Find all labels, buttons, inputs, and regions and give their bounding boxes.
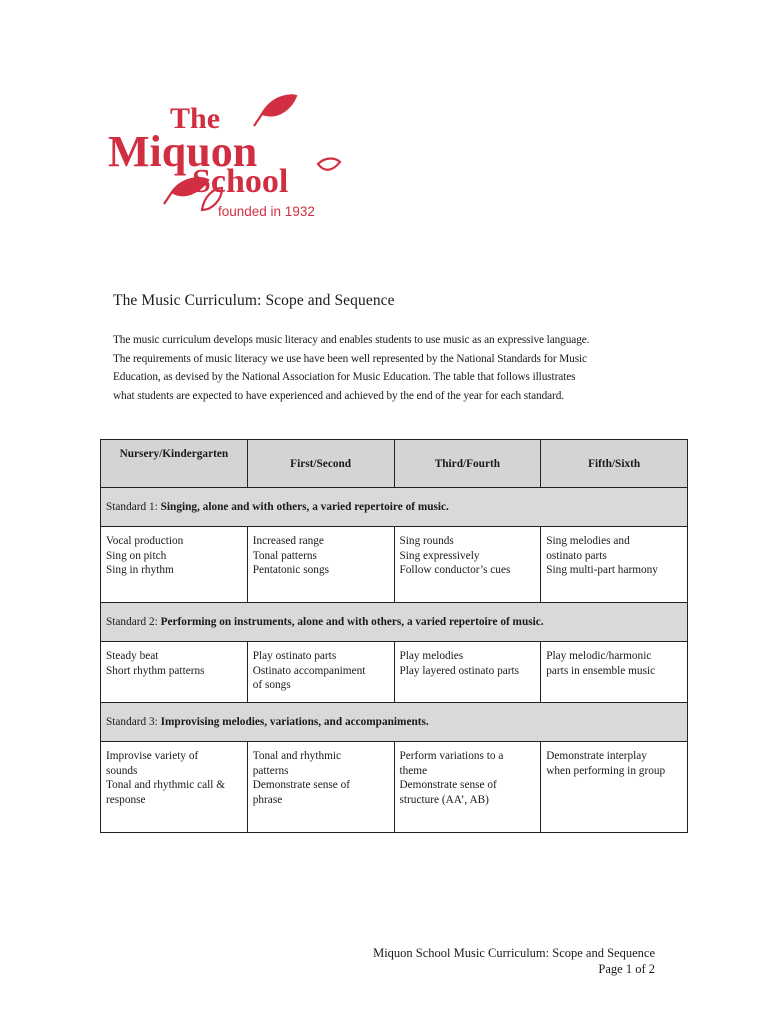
skill-item: Play ostinato parts bbox=[252, 650, 337, 662]
standard-label: Standard 1: bbox=[106, 501, 158, 513]
logo-miquon: Miquon bbox=[108, 127, 258, 176]
standard-title: Performing on instruments, alone and with others, a varied repertoire of music. bbox=[160, 616, 544, 628]
skills-row bbox=[101, 742, 688, 833]
skill-item: Increased range bbox=[252, 535, 324, 547]
skill-item: Sing multi-part harmony bbox=[546, 564, 658, 577]
skill-item: Demonstrate sense of bbox=[252, 779, 350, 792]
skill-item: Vocal production bbox=[106, 535, 184, 547]
skills-cell bbox=[247, 527, 394, 603]
header-row bbox=[101, 440, 688, 488]
skill-item: phrase bbox=[252, 793, 283, 806]
skill-item: Demonstrate interplay bbox=[546, 750, 647, 762]
standard-title: Singing, alone and with others, a varied repertoire of music. bbox=[160, 501, 449, 513]
skill-item: of songs bbox=[252, 679, 291, 692]
skill-item: ostinato parts bbox=[546, 549, 607, 562]
standard-label: Standard 2: bbox=[106, 616, 158, 628]
skills-cell bbox=[394, 642, 541, 703]
skill-item: parts in ensemble music bbox=[546, 664, 656, 677]
skill-item: Tonal patterns bbox=[252, 549, 317, 562]
logo-tagline: founded in 1932 bbox=[218, 204, 315, 219]
skill-item: Follow conductor’s cues bbox=[399, 564, 511, 577]
skills-cell bbox=[394, 742, 541, 833]
standard-row bbox=[101, 603, 688, 642]
intro-line: The music curriculum develops music literacy and enables students to use music as an expressive language. bbox=[113, 334, 590, 346]
skill-item: Pentatonic songs bbox=[252, 564, 329, 577]
intro-line: The requirements of music literacy we use have been well represented by the National Standards for Music bbox=[113, 352, 587, 365]
page-footer bbox=[373, 945, 655, 977]
page-title: The Music Curriculum: Scope and Sequence bbox=[113, 292, 395, 309]
leaf-icon bbox=[318, 159, 340, 170]
skill-item: Short rhythm patterns bbox=[106, 664, 205, 677]
standard-title: Improvising melodies, variations, and accompaniments. bbox=[160, 716, 429, 728]
skill-item: patterns bbox=[252, 764, 289, 777]
header-first-second: First/Second bbox=[247, 440, 394, 488]
skills-cell bbox=[394, 527, 541, 603]
skill-item: Play layered ostinato parts bbox=[399, 664, 520, 677]
skill-item: when performing in group bbox=[546, 764, 666, 777]
logo-school: School bbox=[192, 163, 289, 200]
school-logo bbox=[104, 92, 344, 224]
standard-row bbox=[101, 703, 688, 742]
skill-item: Ostinato accompaniment bbox=[252, 664, 366, 677]
skill-item: Play melodies bbox=[399, 650, 464, 662]
skills-cell bbox=[101, 642, 248, 703]
skill-item: theme bbox=[399, 764, 428, 777]
skills-cell bbox=[247, 742, 394, 833]
header-nursery-kindergarten: Nursery/Kindergarten bbox=[101, 440, 248, 488]
skill-item: Demonstrate sense of bbox=[399, 779, 497, 792]
skill-item: Sing on pitch bbox=[106, 549, 167, 562]
skill-item: response bbox=[106, 793, 146, 806]
standard-2-heading bbox=[101, 603, 688, 642]
skills-cell bbox=[101, 742, 248, 833]
skill-item: Tonal and rhythmic bbox=[252, 750, 342, 762]
leaf-icon bbox=[262, 95, 296, 115]
skills-cell bbox=[101, 527, 248, 603]
skill-item: Improvise variety of bbox=[106, 750, 199, 762]
intro-line: what students are expected to have experienced and achieved by the end of the year for each standard. bbox=[113, 389, 564, 402]
standard-label: Standard 3: bbox=[106, 716, 158, 728]
skill-item: structure (AA’, AB) bbox=[399, 793, 489, 806]
skills-row bbox=[101, 527, 688, 603]
header-third-fourth: Third/Fourth bbox=[394, 440, 541, 488]
skill-item: Sing expressively bbox=[399, 549, 480, 562]
skill-item: Tonal and rhythmic call & bbox=[106, 779, 226, 792]
standard-row bbox=[101, 488, 688, 527]
skill-item: Sing in rhythm bbox=[106, 564, 174, 577]
skill-item: Sing melodies and bbox=[546, 535, 630, 547]
skill-item: Perform variations to a bbox=[399, 750, 504, 762]
skills-cell bbox=[541, 742, 688, 833]
intro-paragraph bbox=[113, 331, 658, 405]
intro-line: Education, as devised by the National Association for Music Education. The table that follows illustrates bbox=[113, 371, 576, 383]
logo-the: The bbox=[170, 102, 221, 135]
skill-item: Play melodic/harmonic bbox=[546, 650, 652, 662]
footer-title: Miquon School Music Curriculum: Scope and Sequence bbox=[373, 946, 655, 960]
standard-1-heading bbox=[101, 488, 688, 527]
header-fifth-sixth: Fifth/Sixth bbox=[541, 440, 688, 488]
skill-item: sounds bbox=[106, 764, 138, 777]
curriculum-table bbox=[100, 439, 688, 833]
skill-item: Steady beat bbox=[106, 650, 159, 662]
skills-row bbox=[101, 642, 688, 703]
skills-cell bbox=[541, 527, 688, 603]
standard-3-heading bbox=[101, 703, 688, 742]
skill-item: Sing rounds bbox=[399, 535, 454, 547]
page-number: Page 1 of 2 bbox=[598, 962, 655, 976]
skills-cell bbox=[247, 642, 394, 703]
skills-cell bbox=[541, 642, 688, 703]
